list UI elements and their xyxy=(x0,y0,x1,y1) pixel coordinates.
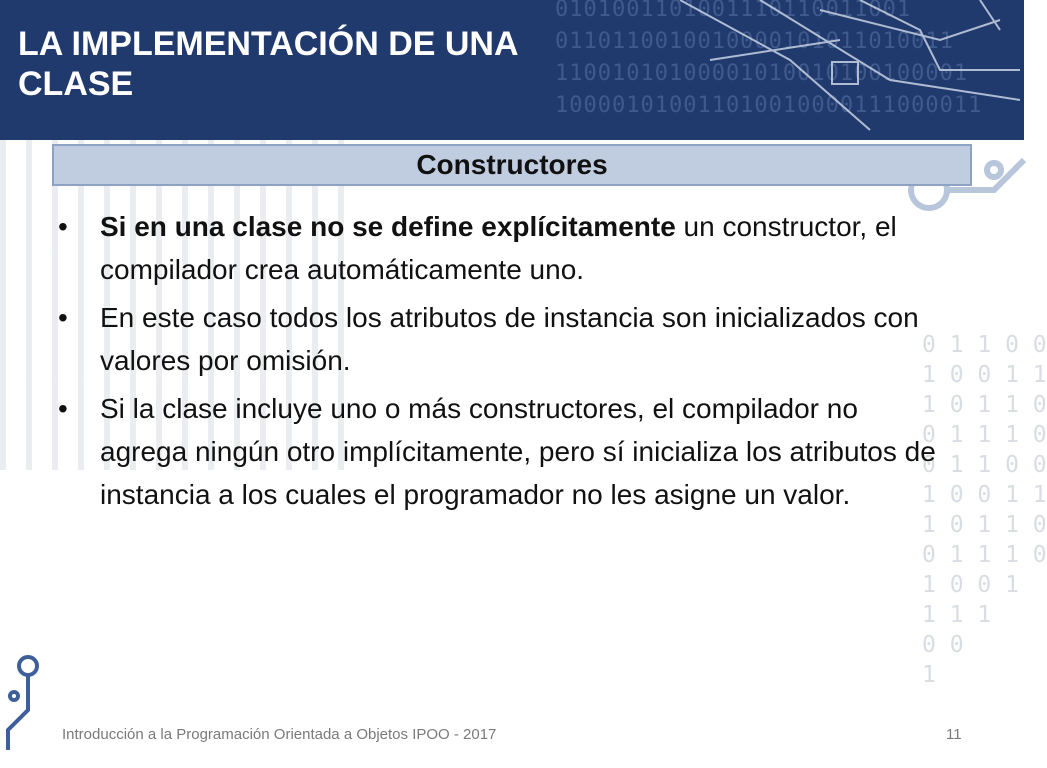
circuit-corner-icon xyxy=(0,650,50,750)
bullet-bold-text: Si en una clase no se define explícitamente xyxy=(100,211,676,242)
bullet-dot: • xyxy=(58,211,68,242)
slide-title: LA IMPLEMENTACIÓN DE UNA CLASE xyxy=(18,25,518,103)
header-binary-pattern: 0101001101001110110011001 0110110010010000101011010011 11001010100001010010100100001 100001010011010010000111000011 xyxy=(555,0,983,118)
bullet-list xyxy=(58,205,938,516)
bullet-item xyxy=(58,205,938,291)
slide-header xyxy=(0,0,1024,140)
footer-text: Introducción a la Programación Orientada a Objetos IPOO - 2017 xyxy=(62,726,497,743)
bullet-text: un constructor, el compilador crea automáticamente uno. xyxy=(100,211,897,285)
bullet-dot: • xyxy=(58,302,68,333)
bullet-item xyxy=(58,387,938,516)
slide-subtitle: Constructores xyxy=(416,149,608,180)
subtitle-bar xyxy=(52,144,972,186)
bullet-dot: • xyxy=(58,393,68,424)
page-number: 11 xyxy=(946,726,962,743)
bullet-text: En este caso todos los atributos de instancia son inicializados con valores por omisión. xyxy=(100,302,919,376)
bullet-text: Si la clase incluye uno o más constructores, el compilador no agrega ningún otro implícitamente, pero sí inicializa los atributos de instancia a los cuales el programador no les asigne un valor. xyxy=(100,393,936,510)
side-binary-pattern: 0 1 1 0 0 1 0 0 1 1 1 0 1 1 0 0 1 1 1 0 0 1 1 0 0 1 0 0 1 1 1 0 1 1 0 0 1 1 1 0 1 0 0 1 1 1 1 0 0 1 xyxy=(922,332,1047,688)
bullet-item xyxy=(58,296,938,382)
